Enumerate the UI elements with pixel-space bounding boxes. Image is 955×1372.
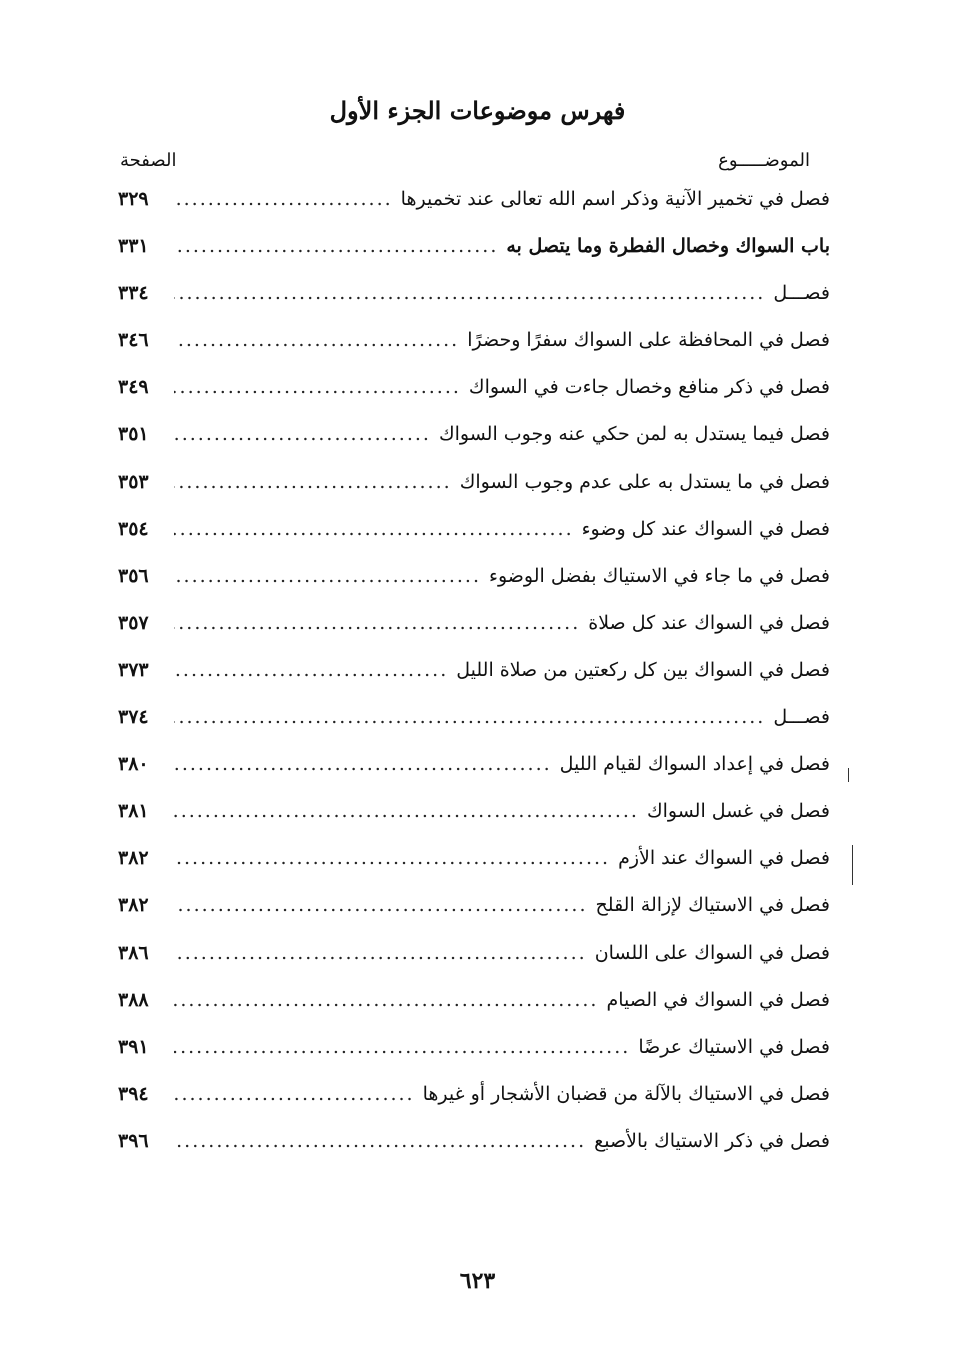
leader-dots [174,282,765,304]
toc-entry [118,659,830,706]
leader-dots [174,847,610,869]
toc-entry [118,235,830,282]
toc-entry-page: ٣٥٣ [118,470,149,493]
leader-dots [174,612,580,634]
page-column-header: الصفحة [120,150,177,171]
toc-entry [118,1083,830,1130]
leader-dots [174,235,498,257]
toc-entry-page: ٣٨٠ [118,753,149,776]
toc-entry-page: ٣٩١ [118,1035,149,1058]
toc-entry [118,471,830,518]
leader-dots [174,800,639,822]
toc-entry-title: فصـــل [773,282,830,305]
toc-entry-page: ٣٢٩ [118,188,149,210]
toc-entry-title: فصل في غسل السواك [646,800,830,823]
toc-entry-title: فصل في السواك على اللسان [594,941,830,964]
leader-dots [174,659,448,681]
toc-entry-title: فصل في ذكر منافع وخصال جاءت في السواك [468,376,830,399]
leader-dots [174,471,452,493]
leader-dots [174,565,481,587]
toc-entry-page: ٣٨١ [118,800,149,823]
toc-entry [118,612,830,659]
toc-entry-title: فصل في ما يستدل به على عدم وجوب السواك [459,470,830,493]
toc-entry [118,989,830,1036]
topic-column-header: الموضـــــوع [718,150,810,171]
toc-entry-title: فصل في السواك عند كل وضوء [581,517,830,540]
leader-dots [174,1036,630,1058]
toc-entry [118,1036,830,1083]
toc-entry [118,1130,830,1177]
toc-entry [118,518,830,565]
toc-entry-page: ٣٧٣ [118,658,149,681]
toc-entry [118,423,830,470]
toc-entry [118,847,830,894]
toc-entry-title: فصل في المحافظة على السواك سفرًا وحضرًا [467,329,830,352]
leader-dots [174,706,765,728]
toc-entry [118,188,830,235]
toc-entry-title: فصل في السواك عند الأزم [618,847,830,870]
toc-entry-page: ٣٣١ [118,235,149,258]
page-number: ٦٢٣ [459,1268,496,1294]
toc-entry-page: ٣٩٤ [118,1082,149,1105]
toc-entry-page: ٣٨٢ [118,847,149,870]
toc-entry-page: ٣٩٦ [118,1129,149,1152]
toc-entry-title: فصل في السواك في الصيام [606,988,830,1011]
toc-entry [118,565,830,612]
toc-entry-title: فصـــل [773,706,830,729]
toc-entry [118,753,830,800]
toc-entry-page: ٣٣٤ [118,282,149,305]
toc-entry [118,282,830,329]
leader-dots [174,188,393,210]
toc-entry-title: فصل في ما جاء في الاستياك بفضل الوضوء [489,564,830,587]
toc-entry-title: باب السواك وخصال الفطرة وما يتصل به [506,235,830,258]
scan-artifact-line [848,768,849,782]
leader-dots [174,423,431,445]
toc-entry [118,706,830,753]
toc-entry [118,800,830,847]
toc-entry-page: ٣٨٨ [118,988,149,1011]
toc-entry-page: ٣٤٦ [118,329,149,352]
toc-entry-page: ٣٧٤ [118,706,149,729]
toc-entry-title: فصل في السواك بين كل ركعتين من صلاة الليل [456,658,830,681]
toc-entry [118,894,830,941]
toc-entry-title: فصل في السواك عند كل صلاة [588,611,830,634]
toc-entry-page: ٣٨٦ [118,941,149,964]
toc-entry-page: ٣٤٩ [118,376,149,399]
scan-artifact-line [852,845,853,885]
toc-entry-page: ٣٥٤ [118,517,149,540]
leader-dots [174,894,588,916]
toc-entry-title: فصل في الاستياك بالآلة من قضبان الأشجار أو غيرها [422,1082,830,1105]
leader-dots [174,376,461,398]
toc-entry-title: فصل فيما يستدل به لمن حكي عنه وجوب السواك [438,423,830,446]
toc-entry-page: ٣٥٧ [118,611,149,634]
leader-dots [174,518,574,540]
toc-entry [118,942,830,989]
toc-entry-title: فصل في ذكر الاستياك بالأصبع [594,1129,830,1152]
page-title: فهرس موضوعات الجزء الأول [329,96,626,125]
table-of-contents [118,188,830,1177]
toc-entry-title: فصل في الاستياك لإزالة القلح [595,894,830,917]
toc-entry-page: ٣٥١ [118,423,149,446]
toc-entry-title: فصل في تخمير الآنية وذكر اسم الله تعالى عند تخميرها [400,188,830,210]
leader-dots [174,753,552,775]
leader-dots [174,1083,415,1105]
toc-entry-title: فصل في إعداد السواك لقيام الليل [559,753,830,776]
leader-dots [174,1130,586,1152]
toc-entry [118,329,830,376]
toc-entry-title: فصل في الاستياك عرضًا [638,1035,830,1058]
leader-dots [174,989,598,1011]
leader-dots [174,329,459,351]
toc-entry [118,376,830,423]
toc-entry-page: ٣٨٢ [118,894,149,917]
toc-entry-page: ٣٥٦ [118,564,149,587]
leader-dots [174,942,587,964]
